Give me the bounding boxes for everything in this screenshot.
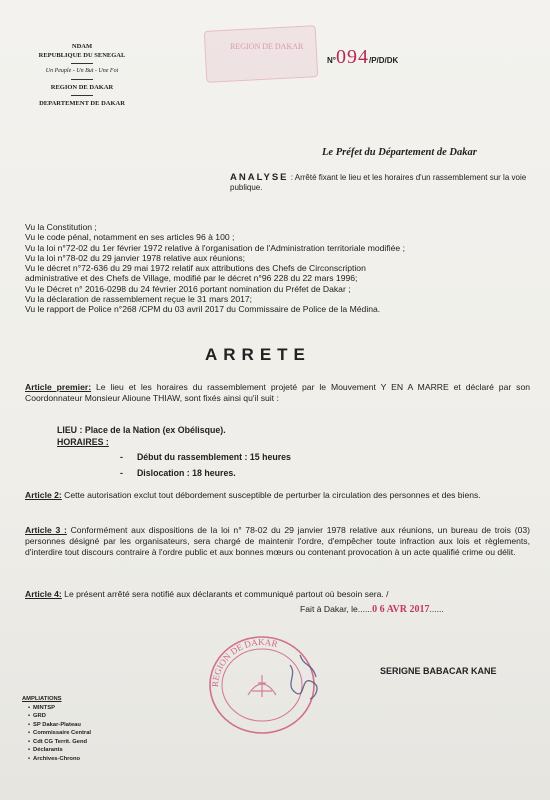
article-1-text: Le lieu et les horaires du rassemblement projeté par le Mouvement Y EN A MARRE et déclaré par son Coordonnateur Monsieur Alioune THIAW, sont fixés ainsi qu'il suit :	[25, 382, 531, 403]
schedule-start	[120, 452, 291, 462]
article-1-label: Article premier:	[25, 382, 92, 392]
reference-number	[327, 46, 398, 69]
consideration-line: Vu le décret n°72-636 du 29 mai 1972 relatif aux attributions des Chefs de Circonscription	[25, 263, 366, 274]
reference-suffix: /P/D/DK	[368, 56, 399, 65]
top-stamp	[204, 25, 319, 83]
article-2	[25, 490, 530, 501]
analyse-text: : Arrêté fixant le lieu et les horaires d'un rassemblement sur la voie publique.	[230, 173, 527, 192]
article-2-text: Cette autorisation exclut tout débordement susceptible de perturber la circulation des personnes et des biens.	[64, 490, 481, 500]
signed-place-date	[300, 604, 444, 615]
ndam-text: NDAM	[71, 43, 93, 50]
schedule-end-text: Dislocation : 18 heures.	[136, 468, 236, 478]
analyse-block	[230, 173, 530, 193]
letterhead	[22, 42, 142, 108]
consideration-line: Vu la déclaration de rassemblement reçue le 31 mars 2017;	[25, 294, 253, 305]
ampliation-item: • SP Dakar-Plateau	[28, 721, 91, 730]
schedule-end	[120, 468, 236, 478]
consideration-line: Vu le code pénal, notamment en ses articles 96 à 100 ;	[25, 232, 235, 243]
ampliation-item: • Archives-Chrono	[28, 755, 91, 764]
department-name: DEPARTEMENT DE DAKAR	[39, 100, 125, 107]
analyse-label: ANALYSE	[230, 172, 289, 183]
official-seal	[200, 625, 340, 740]
seal-text: REGION DE DAKAR	[209, 636, 279, 688]
document-title: ARRETE	[205, 345, 311, 364]
ampliation-item: • Commissaire Central	[28, 729, 91, 738]
consideration-line: Vu le rapport de Police n°268 /CPM du 03 avril 2017 du Commissaire de Police de la Médina.	[25, 304, 381, 315]
consideration-line: Vu la loi n°72-02 du 1er février 1972 relative à l'organisation de l'Administration territoriale modifiée ;	[25, 242, 405, 253]
ampliations-list	[22, 704, 91, 764]
letterhead-divider	[71, 79, 93, 80]
letterhead-divider	[71, 95, 93, 96]
date-stamp: 0 6 AVR 2017	[372, 604, 430, 615]
ampliation-item: • MINTSP	[28, 704, 91, 713]
consideration-line: administrative et des Chefs de Village, modifié par le décret n°96 228 du 22 mars 1996;	[25, 273, 358, 284]
article-1	[25, 382, 530, 404]
signatory-name: SERIGNE BABACAR KANE	[380, 666, 497, 676]
ampliation-item: • Déclarants	[28, 746, 91, 755]
schedule-dash: -	[120, 468, 123, 478]
fait-tail: ......	[429, 604, 444, 614]
consideration-line: Vu le Décret n° 2016-0298 du 24 février 2016 portant nomination du Préfet de Dakar ;	[25, 283, 351, 294]
ampliation-item: • GRD	[28, 712, 91, 721]
seal-emblem	[248, 675, 276, 697]
article-3	[25, 525, 530, 558]
reference-value: 094	[335, 46, 369, 68]
region-name: REGION DE DAKAR	[50, 84, 114, 91]
considerations-list	[25, 222, 535, 315]
schedule-dash: -	[120, 452, 123, 462]
ampliation-item: • Cdt CG Territ. Gend	[28, 738, 91, 747]
consideration-line: Vu la loi n°78-02 du 29 janvier 1978 relative aux réunions;	[25, 252, 246, 263]
issuing-authority: Le Préfet du Département de Dakar	[322, 147, 477, 158]
article-3-text: Conformément aux dispositions de la loi n° 78-02 du 29 janvier 1978 relative aux réunions, un bureau de trois (03) personnes désigné par les organisateurs, sera chargé de maintenir l'ordre, d'empêcher toute infraction aux lois et règlements, d'interdire tout discours contraire à l'ordre public et aux bonnes mœurs ou contenant provocation à un acte qualifié crime ou délit.	[25, 525, 530, 557]
article-4	[25, 589, 530, 600]
horaires-label: HORAIRES :	[57, 437, 109, 447]
fait-text: Fait à Dakar, le......	[300, 604, 373, 614]
consideration-line: Vu la Constitution ;	[25, 222, 97, 232]
letterhead-divider	[71, 63, 93, 64]
ampliations-block	[22, 695, 91, 763]
article-3-label: Article 3 :	[25, 525, 67, 535]
republic-name: REPUBLIQUE DU SENEGAL	[38, 52, 126, 59]
article-4-label: Article 4:	[25, 589, 62, 599]
schedule-start-text: Début du rassemblement : 15 heures	[136, 452, 291, 462]
ampliations-title: AMPLIATIONS	[22, 696, 62, 702]
national-motto: Un Peuple - Un But - Une Foi	[45, 68, 119, 74]
article-2-label: Article 2:	[25, 490, 62, 500]
reference-prefix: N°	[327, 56, 336, 65]
top-stamp-text: REGION DE DAKAR	[230, 42, 304, 51]
lieu-line: LIEU : Place de la Nation (ex Obélisque).	[57, 425, 226, 435]
article-4-text: Le présent arrêté sera notifié aux déclarants et communiqué partout où besoin sera. /	[64, 589, 389, 599]
